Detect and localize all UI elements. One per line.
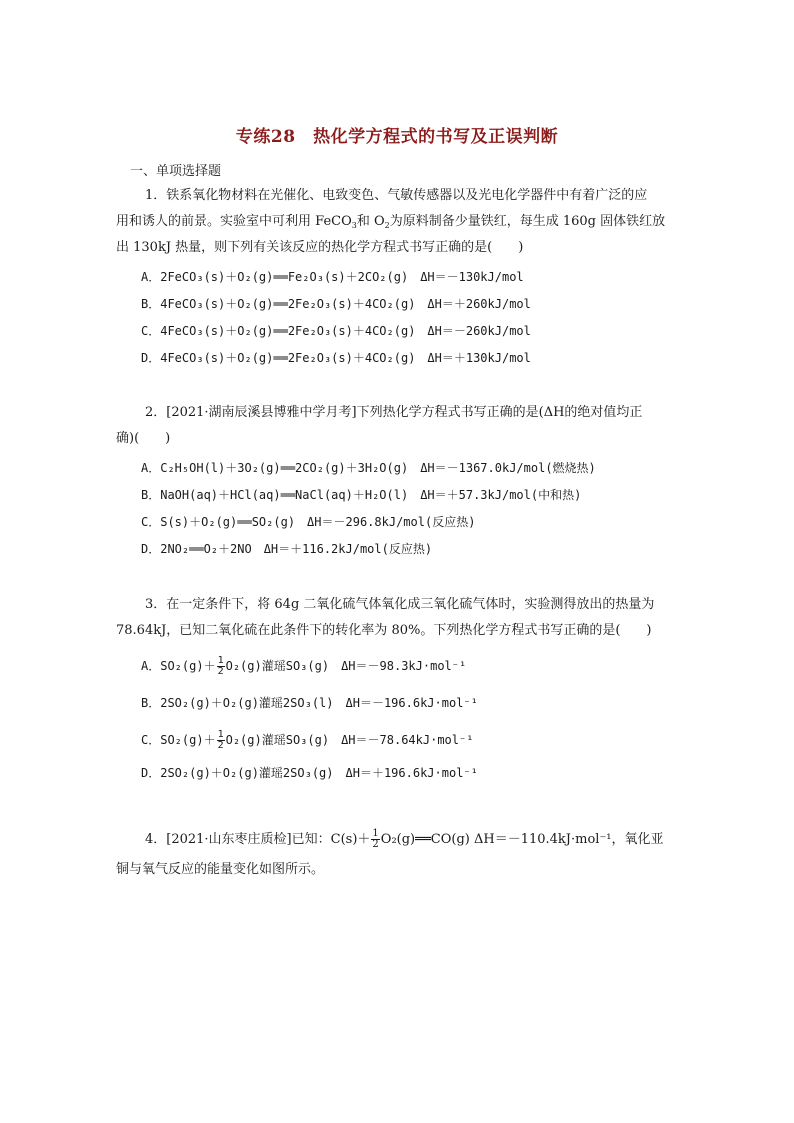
q1-stem-line3: 出 130kJ 热量，则下列有关该反应的热化学方程式书写正确的是( ) [116,240,524,255]
q1-stem-line2-a: 用和诱人的前景。实验室中可利用 FeCO [116,214,352,229]
page-title: 专练28 热化学方程式的书写及正误判断 [235,127,559,147]
q3-option-c-fraction [217,730,225,751]
q1-option-c: C．4FeCO₃(s)＋O₂(g)══2Fe₂O₃(s)＋4CO₂(g) ΔH＝－260kJ/mol [141,324,531,338]
q4-stem-line1 [145,829,664,850]
fraction-numerator: 1 [217,729,224,740]
q1-option-d: D．4FeCO₃(s)＋O₂(g)══2Fe₂O₃(s)＋4CO₂(g) ΔH＝＋130kJ/mol [141,351,531,365]
q2-stem-line2: 确)( ) [116,431,171,446]
q3-option-a-pre: A．SO₂(g)＋ [141,659,216,673]
q1-option-a: A．2FeCO₃(s)＋O₂(g)══Fe₂O₃(s)＋2CO₂(g) ΔH＝－130kJ/mol [141,270,524,284]
q4-stem-line2: 铜与氧气反应的能量变化如图所示。 [116,862,325,877]
q3-option-c [141,730,473,751]
fraction-denominator: 2 [217,666,224,677]
q4-stem-line1-post: O₂(g)══CO(g) ΔH＝－110.4kJ·mol⁻¹，氧化亚 [380,832,664,847]
q3-option-d: D．2SO₂(g)＋O₂(g)灌瑶2SO₃(g) ΔH＝＋196.6kJ·mol⁻¹ [141,766,478,780]
fraction-numerator: 1 [372,828,379,839]
q1-stem-line2-c: 为原料制备少量铁红，每生成 160g 固体铁红放 [389,214,666,229]
fraction-denominator: 2 [217,740,224,751]
q2-option-c: C．S(s)＋O₂(g)══SO₂(g) ΔH＝－296.8kJ/mol(反应热) [141,515,476,529]
q3-option-c-post: O₂(g)灌瑶SO₃(g) ΔH＝－78.64kJ·mol⁻¹ [225,733,474,747]
q1-stem-line1: 1．铁系氧化物材料在光催化、电致变色、气敏传感器以及光电化学器件中有着广泛的应 [145,188,648,203]
q1-sub-3: 3 [351,221,357,230]
q4-stem-line1-pre: 4．[2021·山东枣庄质检]已知：C(s)＋ [145,832,371,847]
q3-option-c-pre: C．SO₂(g)＋ [141,733,216,747]
q3-option-a-post: O₂(g)灌瑶SO₃(g) ΔH＝－98.3kJ·mol⁻¹ [225,659,467,673]
q3-stem-line1: 3．在一定条件下，将 64g 二氧化硫气体氧化成三氧化硫气体时，实验测得放出的热量为 [145,597,655,612]
q3-option-a [141,656,466,677]
q2-option-a: A．C₂H₅OH(l)＋3O₂(g)══2CO₂(g)＋3H₂O(g) ΔH＝－1367.0kJ/mol(燃烧热) [141,461,596,475]
q1-option-b: B．4FeCO₃(s)＋O₂(g)══2Fe₂O₃(s)＋4CO₂(g) ΔH＝＋260kJ/mol [141,297,531,311]
q3-stem-line2: 78.64kJ，已知二氧化硫在此条件下的转化率为 80%。下列热化学方程式书写正确的是( ) [116,623,652,638]
fraction-denominator: 2 [372,839,379,850]
q1-stem-line2-b: 和 O [356,214,385,229]
q1-stem-line2 [116,214,665,234]
section-heading: 一、单项选择题 [130,164,222,179]
q1-sub-2: 2 [384,221,390,230]
q2-option-d: D．2NO₂══O₂＋2NO ΔH＝＋116.2kJ/mol(反应热) [141,542,433,556]
q2-option-b: B．NaOH(aq)＋HCl(aq)══NaCl(aq)＋H₂O(l) ΔH＝＋57.3kJ/mol(中和热) [141,488,582,502]
q4-fraction [371,829,379,850]
fraction-numerator: 1 [217,655,224,666]
q3-option-b: B．2SO₂(g)＋O₂(g)灌瑶2SO₃(l) ΔH＝－196.6kJ·mol⁻¹ [141,696,478,710]
q2-stem-line1: 2．[2021·湖南辰溪县博雅中学月考]下列热化学方程式书写正确的是(ΔH的绝对值均正 [145,405,643,420]
q3-option-a-fraction [217,656,225,677]
